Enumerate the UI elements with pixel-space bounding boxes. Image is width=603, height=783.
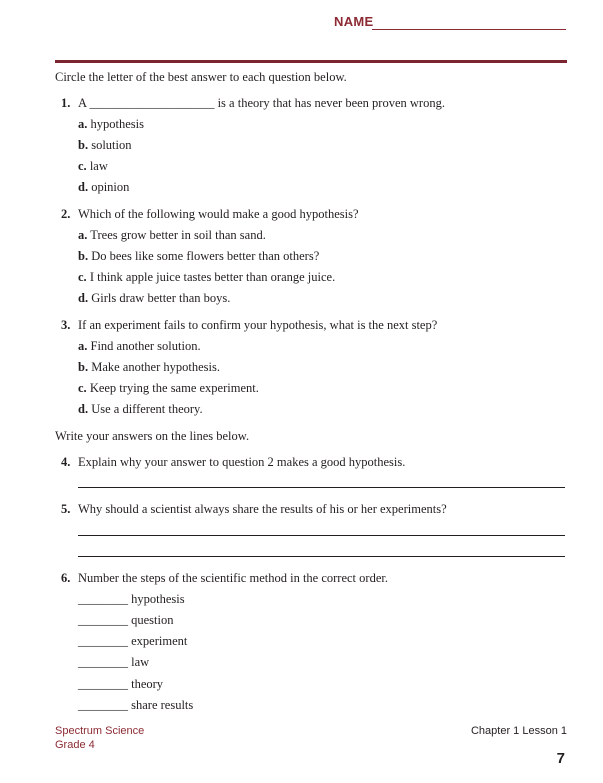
option-letter: a. xyxy=(78,228,88,242)
option-text: Keep trying the same experiment. xyxy=(89,381,259,395)
page-number: 7 xyxy=(556,750,565,767)
option-text: Trees grow better in soil than sand. xyxy=(90,228,266,242)
step-item-share-results[interactable] xyxy=(78,698,193,712)
question-6-text: Number the steps of the scientific method in the correct order. xyxy=(78,571,388,585)
header-rule xyxy=(55,60,567,63)
step-item-experiment[interactable] xyxy=(78,634,187,648)
option-letter: d. xyxy=(78,291,89,305)
question-3-option-b[interactable] xyxy=(78,360,220,374)
footer-chapter: Chapter 1 Lesson 1 xyxy=(470,725,567,737)
option-letter: b. xyxy=(78,360,89,374)
option-letter: c. xyxy=(78,270,87,284)
option-text: Do bees like some flowers better than others? xyxy=(91,249,320,263)
question-6-number: 6. xyxy=(61,571,71,585)
step-blank[interactable]: ________ xyxy=(78,613,128,627)
option-letter: c. xyxy=(78,381,87,395)
step-blank[interactable]: ________ xyxy=(78,634,128,648)
instructions-write: Write your answers on the lines below. xyxy=(55,429,250,443)
question-2-option-a[interactable] xyxy=(78,228,266,242)
question-5-answer-line-1[interactable] xyxy=(78,535,565,536)
question-2-number: 2. xyxy=(61,207,71,221)
question-4-text: Explain why your answer to question 2 makes a good hypothesis. xyxy=(78,455,406,469)
option-text: hypothesis xyxy=(90,117,144,131)
step-label: hypothesis xyxy=(131,592,185,606)
footer-grade: Grade 4 xyxy=(55,739,95,751)
question-5-text: Why should a scientist always share the results of his or her experiments? xyxy=(78,502,447,516)
option-text: solution xyxy=(91,138,132,152)
step-item-question[interactable] xyxy=(78,613,173,627)
question-5-answer-line-2[interactable] xyxy=(78,556,565,557)
question-3-number: 3. xyxy=(61,318,71,332)
step-blank[interactable]: ________ xyxy=(78,677,128,691)
option-letter: a. xyxy=(78,117,88,131)
step-label: question xyxy=(131,613,174,627)
question-2-option-b[interactable] xyxy=(78,249,319,263)
step-blank[interactable]: ________ xyxy=(78,655,128,669)
step-item-theory[interactable] xyxy=(78,677,163,691)
option-letter: a. xyxy=(78,339,88,353)
question-2-text: Which of the following would make a good hypothesis? xyxy=(78,207,359,221)
question-3-option-a[interactable] xyxy=(78,339,201,353)
step-label: theory xyxy=(131,677,164,691)
question-3-option-d[interactable] xyxy=(78,402,203,416)
option-text: I think apple juice tastes better than orange juice. xyxy=(89,270,336,284)
question-3-option-c[interactable] xyxy=(78,381,259,395)
step-item-hypothesis[interactable] xyxy=(78,592,185,606)
question-2-option-d[interactable] xyxy=(78,291,230,305)
option-letter: b. xyxy=(78,249,89,263)
option-text: Make another hypothesis. xyxy=(91,360,220,374)
footer-series: Spectrum Science xyxy=(55,725,145,737)
question-1-option-b[interactable] xyxy=(78,138,132,152)
option-letter: b. xyxy=(78,138,89,152)
question-5-number: 5. xyxy=(61,502,71,516)
step-label: share results xyxy=(131,698,194,712)
option-letter: d. xyxy=(78,180,89,194)
instructions-circle: Circle the letter of the best answer to each question below. xyxy=(55,70,347,84)
question-1-number: 1. xyxy=(61,96,71,110)
question-1-option-a[interactable] xyxy=(78,117,144,131)
question-1-text: A ____________________ is a theory that has never been proven wrong. xyxy=(78,96,445,110)
step-item-law[interactable] xyxy=(78,655,149,669)
question-4-answer-line[interactable] xyxy=(78,487,565,488)
question-1-option-d[interactable] xyxy=(78,180,129,194)
step-label: experiment xyxy=(131,634,188,648)
option-text: opinion xyxy=(91,180,130,194)
name-label: NAME xyxy=(334,14,374,29)
option-text: Use a different theory. xyxy=(91,402,203,416)
option-text: Girls draw better than boys. xyxy=(91,291,231,305)
step-label: law xyxy=(131,655,150,669)
option-text: law xyxy=(89,159,108,173)
option-text: Find another solution. xyxy=(90,339,201,353)
question-1-option-c[interactable] xyxy=(78,159,108,173)
question-4-number: 4. xyxy=(61,455,71,469)
option-letter: d. xyxy=(78,402,89,416)
step-blank[interactable]: ________ xyxy=(78,698,128,712)
question-3-text: If an experiment fails to confirm your hypothesis, what is the next step? xyxy=(78,318,438,332)
step-blank[interactable]: ________ xyxy=(78,592,128,606)
option-letter: c. xyxy=(78,159,87,173)
question-2-option-c[interactable] xyxy=(78,270,335,284)
name-line[interactable] xyxy=(372,29,566,30)
